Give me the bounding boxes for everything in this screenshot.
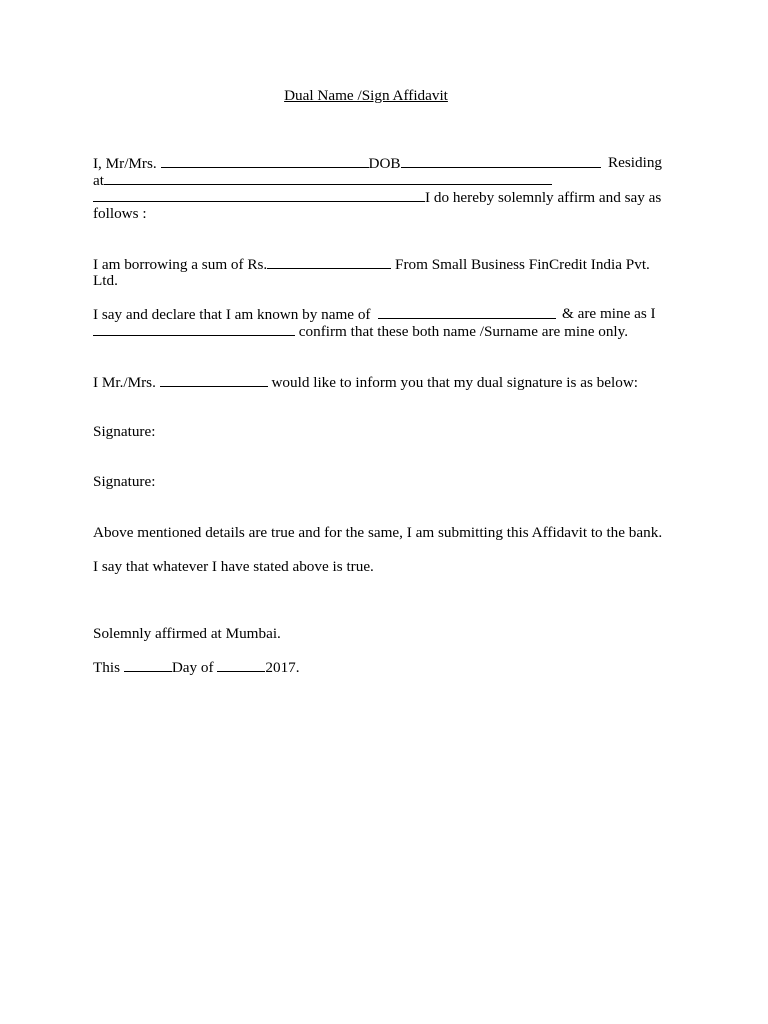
address-blank-1[interactable] (104, 171, 552, 185)
statement-true: I say that whatever I have stated above is true. (93, 558, 374, 575)
date-line (93, 658, 300, 676)
date-this: This (93, 659, 124, 676)
borrowing-suffix: From Small Business FinCredit India Pvt. (391, 256, 650, 273)
residing-label: Residing (608, 154, 663, 171)
informant-name-blank[interactable] (160, 373, 268, 387)
second-name-blank[interactable] (93, 322, 295, 336)
intro-line-3 (93, 188, 661, 206)
follows-text: follows : (93, 205, 147, 222)
inform-prefix: I Mr./Mrs. (93, 374, 160, 391)
declare-mid: & are mine as I (562, 305, 656, 322)
intro-line-2 (93, 171, 552, 189)
document-title: Dual Name /Sign Affidavit (284, 87, 448, 104)
date-day-of: Day of (171, 659, 218, 676)
date-year: 2017. (265, 659, 300, 676)
inform-line (93, 373, 638, 391)
declare-suffix: confirm that these both name /Surname are mine only. (295, 323, 629, 340)
declare-prefix: I say and declare that I am known by name of (93, 306, 375, 323)
signature-label-2: Signature: (93, 473, 156, 490)
address-blank-2[interactable] (93, 188, 425, 202)
borrowing-line-2: Ltd. (93, 272, 118, 289)
signature-label-1: Signature: (93, 423, 156, 440)
declare-line-1 (93, 305, 556, 323)
affirm-text: I do hereby solemnly affirm and say as (425, 189, 662, 206)
name-blank[interactable] (161, 154, 369, 168)
day-blank[interactable] (124, 658, 172, 672)
inform-suffix: would like to inform you that my dual signature is as below: (267, 374, 639, 391)
intro-prefix: I, Mr/Mrs. (93, 155, 161, 172)
borrowing-line-1 (93, 255, 650, 273)
dob-label: DOB (368, 155, 401, 172)
statement-true-details: Above mentioned details are true and for the same, I am submitting this Affidavit to the bank. (93, 524, 663, 541)
dob-blank[interactable] (401, 154, 601, 168)
intro-line-1 (93, 154, 601, 172)
month-blank[interactable] (217, 658, 265, 672)
at-label: at (93, 172, 104, 189)
borrowing-prefix: I am borrowing a sum of Rs. (93, 256, 268, 273)
declare-line-2 (93, 322, 628, 340)
known-name-blank[interactable] (378, 305, 556, 319)
affirmed-place: Solemnly affirmed at Mumbai. (93, 625, 281, 642)
amount-blank[interactable] (267, 255, 391, 269)
